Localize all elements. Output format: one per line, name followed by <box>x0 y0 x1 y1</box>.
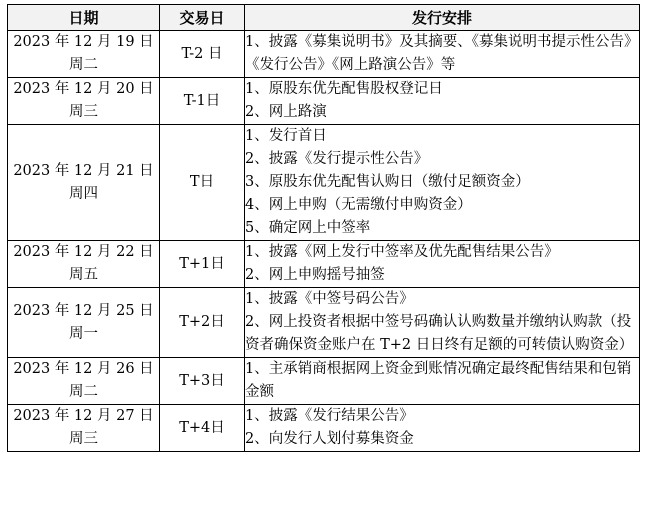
weekday-text: 周一 <box>69 325 98 342</box>
table-row <box>8 31 640 78</box>
arrangement-item: 5、确定网上中签率 <box>245 220 371 236</box>
weekday-text: 周五 <box>69 267 98 283</box>
table-row <box>8 241 640 288</box>
date-text: 2023 年 12 月 27 日 <box>13 408 154 424</box>
trading-day-cell: T日 <box>160 125 245 241</box>
table-row <box>8 125 640 241</box>
arrangement-item: 2、网上投资者根据中签号码确认认购数量并缴纳认购款（投资者确保资金账户在 T+2 日日终有足额的可转债认购资金） <box>245 314 634 353</box>
arrangement-item: 2、网上路演 <box>245 104 327 120</box>
date-text: 2023 年 12 月 20 日 <box>13 81 154 97</box>
date-text: 2023 年 12 月 21 日 <box>13 162 154 179</box>
trading-day-cell: T-1日 <box>160 78 245 125</box>
date-cell <box>8 78 160 125</box>
arrangement-item: 1、披露《募集说明书》及其摘要、《募集说明书提示性公告》《发行公告》《网上路演公告》等 <box>245 34 639 73</box>
arrangement-cell <box>245 78 640 125</box>
issuance-schedule-table <box>7 4 640 452</box>
weekday-text: 周三 <box>69 431 98 447</box>
date-text: 2023 年 12 月 26 日 <box>13 361 154 377</box>
arrangement-item: 2、网上申购摇号抽签 <box>245 267 385 283</box>
trading-day-cell: T+4日 <box>160 405 245 452</box>
weekday-text: 周二 <box>69 384 98 400</box>
arrangement-item: 4、网上申购（无需缴付申购资金） <box>245 197 472 213</box>
date-cell <box>8 405 160 452</box>
table-row <box>8 405 640 452</box>
table-row <box>8 288 640 358</box>
table-row <box>8 78 640 125</box>
header-trading-day: 交易日 <box>160 5 245 31</box>
arrangement-item: 1、主承销商根据网上资金到账情况确定最终配售结果和包销金额 <box>245 361 632 400</box>
table-row <box>8 358 640 405</box>
arrangement-item: 2、向发行人划付募集资金 <box>245 431 414 447</box>
header-date: 日期 <box>8 5 160 31</box>
arrangement-item: 1、发行首日 <box>245 128 327 144</box>
arrangement-cell <box>245 288 640 358</box>
arrangement-item: 3、原股东优先配售认购日（缴付足额资金） <box>245 174 530 190</box>
trading-day-cell: T+3日 <box>160 358 245 405</box>
arrangement-item: 1、原股东优先配售股权登记日 <box>245 81 443 97</box>
arrangement-cell <box>245 405 640 452</box>
trading-day-cell: T+1日 <box>160 241 245 288</box>
arrangement-item: 1、披露《网上发行中签率及优先配售结果公告》 <box>245 244 559 260</box>
weekday-text: 周三 <box>69 104 98 120</box>
date-cell <box>8 241 160 288</box>
arrangement-cell <box>245 31 640 78</box>
arrangement-item: 2、披露《发行提示性公告》 <box>245 151 429 167</box>
trading-day-cell: T+2日 <box>160 288 245 358</box>
date-text: 2023 年 12 月 22 日 <box>13 244 154 260</box>
date-cell <box>8 31 160 78</box>
arrangement-cell <box>245 241 640 288</box>
arrangement-item: 1、披露《中签号码公告》 <box>245 291 414 307</box>
header-arrangement: 发行安排 <box>245 5 640 31</box>
date-text: 2023 年 12 月 25 日 <box>13 302 154 319</box>
trading-day-cell: T-2 日 <box>160 31 245 78</box>
arrangement-cell <box>245 358 640 405</box>
date-cell <box>8 125 160 241</box>
arrangement-item: 1、披露《发行结果公告》 <box>245 408 414 424</box>
header-row <box>8 5 640 31</box>
date-cell <box>8 358 160 405</box>
arrangement-cell <box>245 125 640 241</box>
weekday-text: 周二 <box>69 57 98 73</box>
date-text: 2023 年 12 月 19 日 <box>13 34 154 50</box>
date-cell <box>8 288 160 358</box>
weekday-text: 周四 <box>69 185 98 202</box>
